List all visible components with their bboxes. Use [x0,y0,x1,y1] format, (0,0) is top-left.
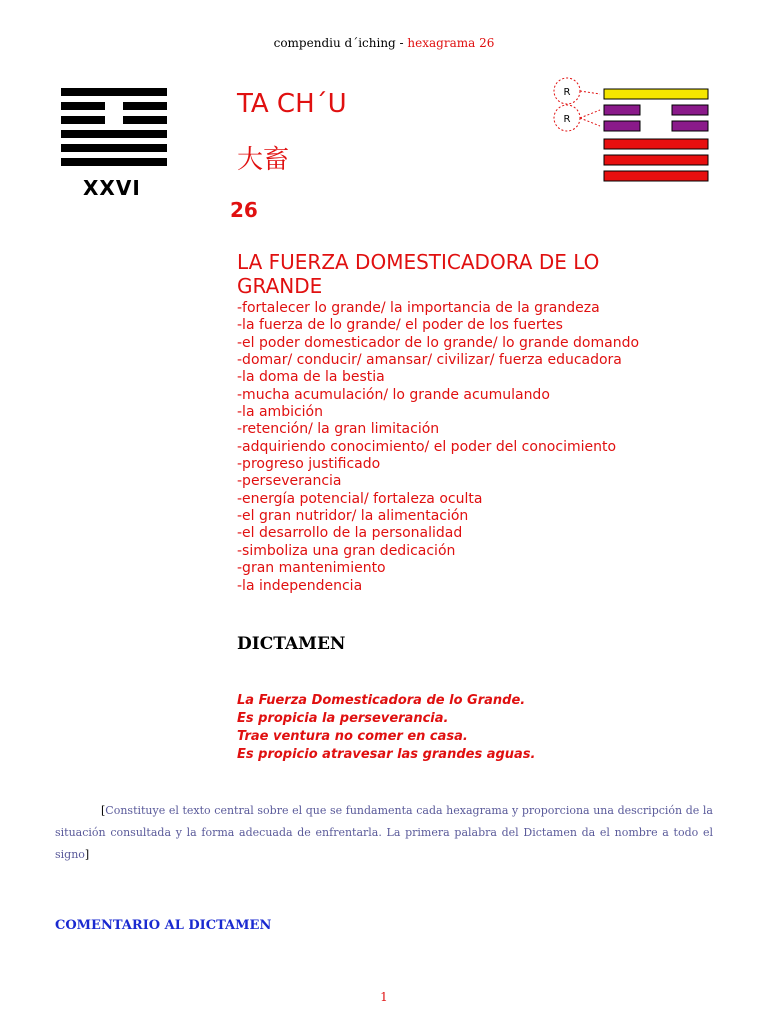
keyword-item: -la fuerza de lo grande/ el poder de los fuertes [237,317,563,334]
hexagram-line-6 [61,158,167,166]
keyword-item: -el gran nutridor/ la alimentación [237,508,469,525]
keyword-item: -domar/ conducir/ amansar/ civilizar/ fuerza educadora [237,352,622,369]
marker-label-top: R [563,87,571,98]
trigram-line-2-right [672,105,708,115]
keyword-list [237,300,639,595]
keyword-item: -fortalecer lo grande/ la importancia de la grandeza [237,300,600,316]
note-close-bracket: ] [84,848,90,861]
keyword-item: -el desarrollo de la personalidad [237,525,463,542]
dictamen-line: Es propicio atravesar las grandes aguas. [237,747,536,762]
dictamen-text [237,692,536,764]
marker-label-bottom: R [563,114,571,125]
keyword-item: -progreso justificado [237,456,381,473]
page-header [0,36,768,50]
keyword-item: -el poder domesticador de lo grande/ lo grande domando [237,334,640,351]
keyword-item: -la ambición [237,404,323,421]
keyword-item: -simboliza una gran dedicación [237,542,456,559]
trigram-line-6 [604,171,708,181]
trigram-line-2-left [604,105,640,115]
hexagram-line-1 [61,88,167,96]
keyword-item: -mucha acumulación/ lo grande acumulando [237,386,550,403]
note-text: Constituye el texto central sobre el que se fundamenta cada hexagrama y proporciona una descripción de la situación consultada y la forma adecuada de enfrentarla. La primera palabra del Dictamen da el nombre a todo el signo [55,804,713,861]
dictamen-line: Trae ventura no comer en casa. [237,729,468,744]
hexagram-line-4 [61,130,167,138]
keyword-item: -gran mantenimiento [237,560,386,577]
hexagram-symbol [61,88,167,172]
hexagram-chinese-name: 大畜 [237,145,290,175]
trigram-line-5 [604,155,708,165]
dictamen-heading: DICTAMEN [237,634,346,654]
trigram-line-3-right [672,121,708,131]
hexagram-line-3 [61,116,167,124]
comentario-heading: COMENTARIO AL DICTAMEN [55,918,272,933]
dictamen-note [55,800,713,866]
dictamen-line: Es propicia la perseverancia. [237,711,449,726]
hexagram-title: TA CH´U [237,89,347,119]
hexagram-line-5 [61,144,167,152]
hexagram-subtitle: LA FUERZA DOMESTICADORA DE LO GRANDE [237,250,600,298]
hexagram-number: 26 [230,198,258,222]
keyword-item: -adquiriendo conocimiento/ el poder del conocimiento [237,438,617,455]
page-number: 1 [380,990,388,1004]
keyword-item: -la independencia [237,577,363,594]
keyword-item: -la doma de la bestia [237,369,385,386]
trigram-line-4 [604,139,708,149]
trigram-line-1 [604,89,708,99]
keyword-item: -energía potencial/ fortaleza oculta [237,490,483,507]
marker-connector-bottom-2 [580,118,600,126]
note-open-bracket: [ [101,804,106,817]
marker-connector-bottom-1 [580,110,600,118]
dictamen-line: La Fuerza Domesticadora de lo Grande. [237,693,526,708]
hexagram-roman-numeral: XXVI [83,176,141,200]
marker-connector-top [580,91,600,94]
trigram-line-3-left [604,121,640,131]
header-hexagram: hexagrama 26 [407,36,495,50]
header-prefix: compendiu d´iching - [273,36,408,50]
trigram-diagram [548,74,714,186]
keyword-item: -retención/ la gran limitación [237,421,440,438]
keyword-item: -perseverancia [237,473,342,490]
hexagram-line-2 [61,102,167,110]
